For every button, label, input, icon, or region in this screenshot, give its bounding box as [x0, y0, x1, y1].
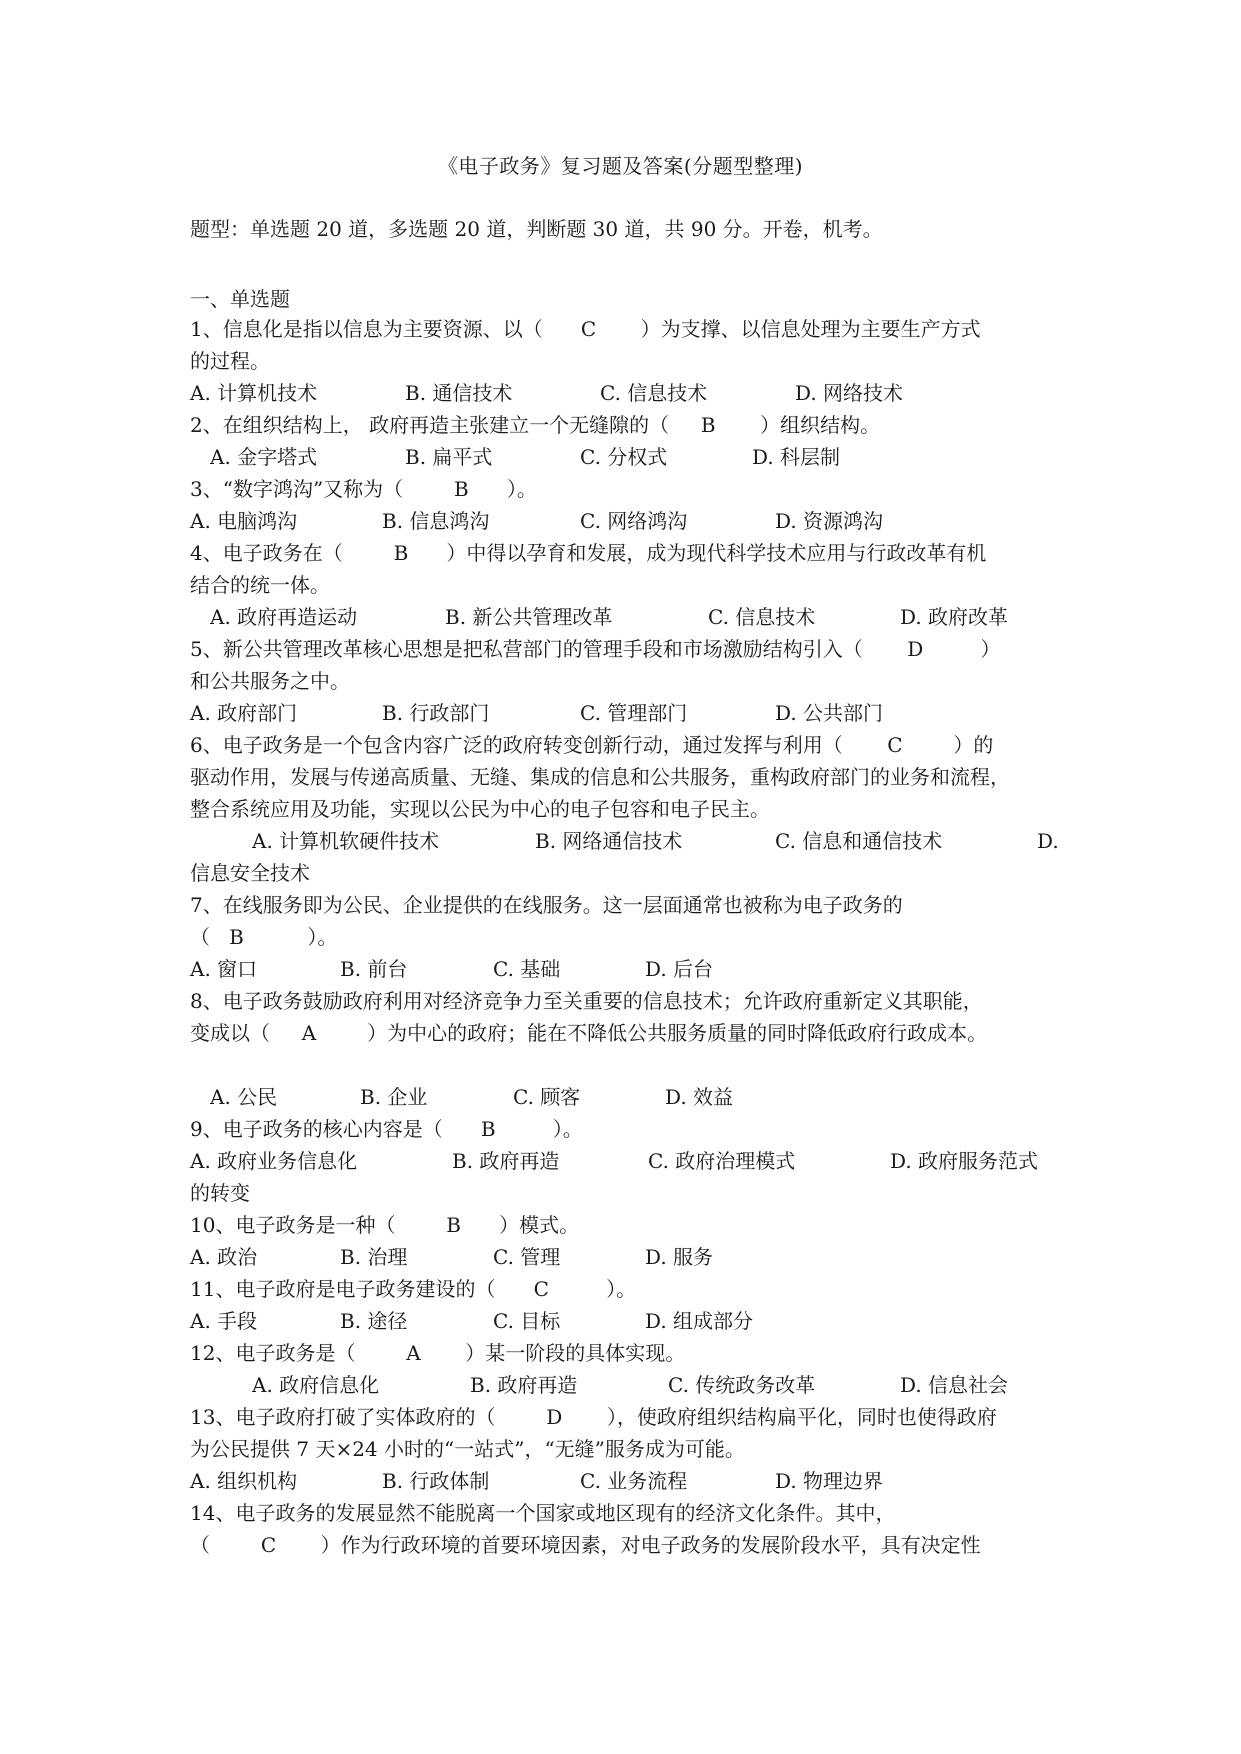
option-c: C. 目标: [493, 1309, 561, 1333]
option-c: C. 传统政务改革: [668, 1373, 816, 1397]
option-d: D. 资源鸿沟: [775, 509, 884, 533]
question-14-text: 14、电子政务的发展显然不能脱离一个国家或地区现有的经济文化条件。其中，: [190, 1501, 896, 1525]
question-6-text: 6、电子政务是一个包含内容广泛的政府转变创新行动，通过发挥与利用（ C ）的: [190, 733, 994, 757]
option-b: B. 政府再造: [470, 1373, 578, 1397]
option-c: C. 信息和通信技术: [775, 829, 943, 853]
option-a: A. 政府业务信息化: [190, 1149, 358, 1173]
option-c: C. 网络鸿沟: [580, 509, 688, 533]
option-d: D. 信息社会: [900, 1373, 1009, 1397]
option-c: C. 分权式: [580, 445, 668, 469]
option-c: C. 顾客: [513, 1085, 581, 1109]
option-a: A. 窗口: [190, 957, 258, 981]
option-a: A. 金字塔式: [210, 445, 318, 469]
option-c: C. 信息技术: [600, 381, 708, 405]
question-2-text: 2、在组织结构上， 政府再造主张建立一个无缝隙的（ B ）组织结构。: [190, 413, 881, 437]
option-d: D. 政府改革: [900, 605, 1009, 629]
option-b: B. 途径: [340, 1309, 408, 1333]
option-b: B. 新公共管理改革: [445, 605, 613, 629]
document-title: 《电子政务》复习题及答案(分题型整理): [437, 154, 804, 178]
option-d: D. 后台: [645, 957, 714, 981]
option-a: A. 电脑鸿沟: [190, 509, 298, 533]
option-d: D. 物理边界: [775, 1469, 884, 1493]
question-9-option-d-cont: 的转变: [190, 1181, 250, 1205]
question-13-text: 13、电子政府打破了实体政府的（ D ），使政府组织结构扁平化，同时也使得政府: [190, 1405, 997, 1429]
option-b: B. 网络通信技术: [535, 829, 683, 853]
question-5-text-cont: 和公共服务之中。: [190, 669, 350, 693]
option-b: B. 通信技术: [405, 381, 513, 405]
option-d: D. 政府服务范式: [890, 1149, 1039, 1173]
question-14-text-cont: （ C ）作为行政环境的首要环境因素，对电子政务的发展阶段水平，具有决定性: [190, 1533, 981, 1557]
option-a: A. 计算机软硬件技术: [252, 829, 440, 853]
option-c: C. 业务流程: [580, 1469, 688, 1493]
question-1-text-cont: 的过程。: [190, 349, 270, 373]
option-b: B. 治理: [340, 1245, 408, 1269]
option-b: B. 行政部门: [382, 701, 490, 725]
question-6-text-cont2: 整合系统应用及功能，实现以公民为中心的电子包容和电子民主。: [190, 797, 770, 821]
question-4-text-cont: 结合的统一体。: [190, 573, 330, 597]
option-a: A. 政府部门: [190, 701, 298, 725]
option-b: B. 信息鸿沟: [382, 509, 490, 533]
exam-format-intro: 题型：单选题 20 道，多选题 20 道，判断题 30 道，共 90 分。开卷，机考。: [190, 217, 883, 241]
option-b: B. 政府再造: [452, 1149, 560, 1173]
question-8-text-cont: 变成以（ A ）为中心的政府；能在不降低公共服务质量的同时降低政府行政成本。: [190, 1021, 988, 1045]
option-b: B. 行政体制: [382, 1469, 490, 1493]
option-d: D. 科层制: [752, 445, 841, 469]
option-a: A. 组织机构: [190, 1469, 298, 1493]
question-3-text: 3、“数字鸿沟”又称为（ B ）。: [190, 477, 537, 501]
question-7-text: 7、在线服务即为公民、企业提供的在线服务。这一层面通常也被称为电子政务的: [190, 893, 903, 917]
option-a: A. 公民: [210, 1085, 278, 1109]
option-c: C. 政府治理模式: [648, 1149, 796, 1173]
option-c: C. 管理: [493, 1245, 561, 1269]
section-heading-single-choice: 一、单选题: [190, 287, 290, 311]
option-a: A. 计算机技术: [190, 381, 318, 405]
question-9-text: 9、电子政务的核心内容是（ B ）。: [190, 1117, 583, 1141]
option-d: D. 效益: [665, 1085, 734, 1109]
option-d: D. 网络技术: [795, 381, 904, 405]
question-12-text: 12、电子政务是（ A ）某一阶段的具体实现。: [190, 1341, 686, 1365]
question-13-text-cont: 为公民提供 7 天×24 小时的“一站式”，“无缝”服务成为可能。: [190, 1437, 745, 1461]
option-c: C. 信息技术: [708, 605, 816, 629]
option-c: C. 基础: [493, 957, 561, 981]
question-4-text: 4、电子政务在（ B ）中得以孕育和发展，成为现代科学技术应用与行政改革有机: [190, 541, 987, 565]
question-8-text: 8、电子政务鼓励政府利用对经济竞争力至关重要的信息技术；允许政府重新定义其职能，: [190, 989, 983, 1013]
question-10-text: 10、电子政务是一种（ B ）模式。: [190, 1213, 580, 1237]
question-5-text: 5、新公共管理改革核心思想是把私营部门的管理手段和市场激励结构引入（ D ）: [190, 637, 1001, 661]
option-b: B. 企业: [360, 1085, 428, 1109]
option-d: D. 公共部门: [775, 701, 884, 725]
option-d: D. 组成部分: [645, 1309, 754, 1333]
option-d: D. 服务: [645, 1245, 714, 1269]
question-1-text: 1、信息化是指以信息为主要资源、以（ C ）为支撑、以信息处理为主要生产方式: [190, 317, 981, 341]
option-b: B. 扁平式: [405, 445, 493, 469]
question-6-option-d-text: 信息安全技术: [190, 861, 310, 885]
option-a: A. 政治: [190, 1245, 258, 1269]
option-d: D.: [1037, 829, 1059, 853]
question-6-text-cont: 驱动作用，发展与传递高质量、无缝、集成的信息和公共服务，重构政府部门的业务和流程，: [190, 765, 1010, 789]
option-a: A. 政府信息化: [252, 1373, 380, 1397]
question-7-text-cont: （ B ）。: [190, 925, 338, 949]
option-b: B. 前台: [340, 957, 408, 981]
option-a: A. 手段: [190, 1309, 258, 1333]
option-a: A. 政府再造运动: [210, 605, 358, 629]
option-c: C. 管理部门: [580, 701, 688, 725]
question-11-text: 11、电子政府是电子政务建设的（ C ）。: [190, 1277, 637, 1301]
